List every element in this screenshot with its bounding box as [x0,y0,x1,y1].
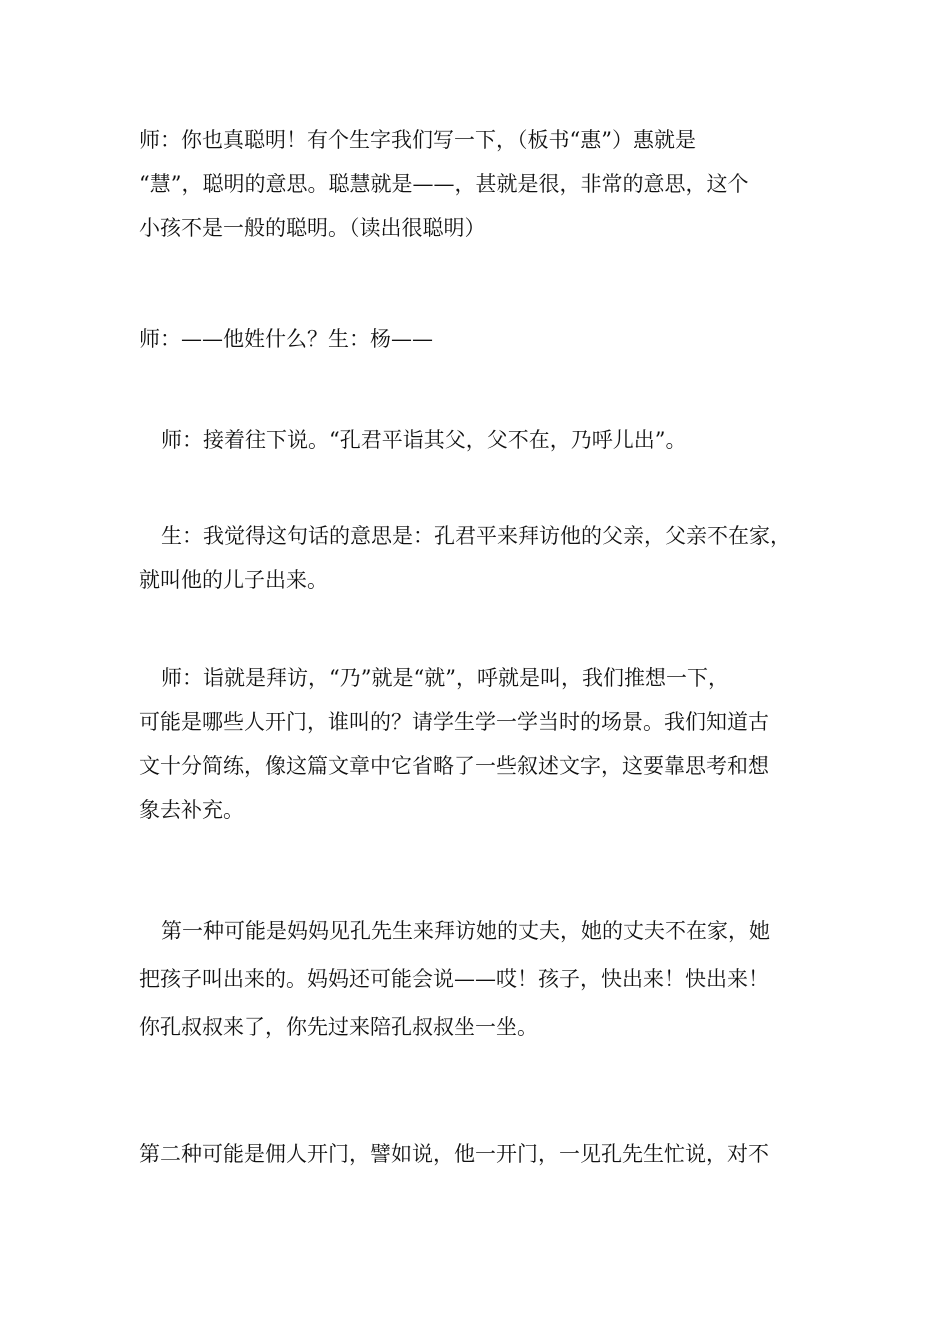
paragraph-teacher-question [139,317,819,361]
text-line: 师：你也真聪明！有个生字我们写一下，（板书“惠”）惠就是 [139,128,696,152]
paragraph-first-possibility [139,909,841,1001]
text-line: 师：诣就是拜访，“乃”就是“就”，呼就是叫，我们推想一下， [161,666,729,690]
text-line: 师：接着往下说。“孔君平诣其父，父不在，乃呼儿出”。 [161,428,687,452]
paragraph-student-answer [139,514,841,602]
text-line: 文十分简练，像这篇文章中它省略了一些叙述文字，这要靠思考和想 [139,754,769,778]
text-line: 小孩不是一般的聪明。（读出很聪明） [139,216,486,240]
paragraph-teacher-praise [139,118,819,250]
text-line: 你孔叔叔来了，你先过来陪孔叔叔坐一坐。 [139,1015,538,1039]
text-line: 就叫他的儿子出来。 [139,568,328,592]
text-line: 象去补充。 [139,798,244,822]
paragraph-second-possibility [139,1132,819,1176]
text-line: “慧”，聪明的意思。聪慧就是——，甚就是很，非常的意思，这个 [139,172,749,196]
paragraph-teacher-continue [139,418,841,462]
text-line: 可能是哪些人开门，谁叫的？请学生学一学当时的场景。我们知道古 [139,710,769,734]
text-line: 生：我觉得这句话的意思是：孔君平来拜访他的父亲，父亲不在家， [161,524,791,548]
paragraph-uncle-visit [139,1005,819,1049]
text-line: 师：——他姓什么？生：杨—— [139,327,433,351]
text-line: 把孩子叫出来的。妈妈还可能会说——哎！孩子，快出来！快出来！ [139,967,769,991]
text-line: 第一种可能是妈妈见孔先生来拜访她的丈夫，她的丈夫不在家，她 [161,919,770,943]
paragraph-teacher-explain [139,656,841,832]
text-line: 第二种可能是佣人开门，譬如说，他一开门，一见孔先生忙说，对不 [139,1142,769,1166]
